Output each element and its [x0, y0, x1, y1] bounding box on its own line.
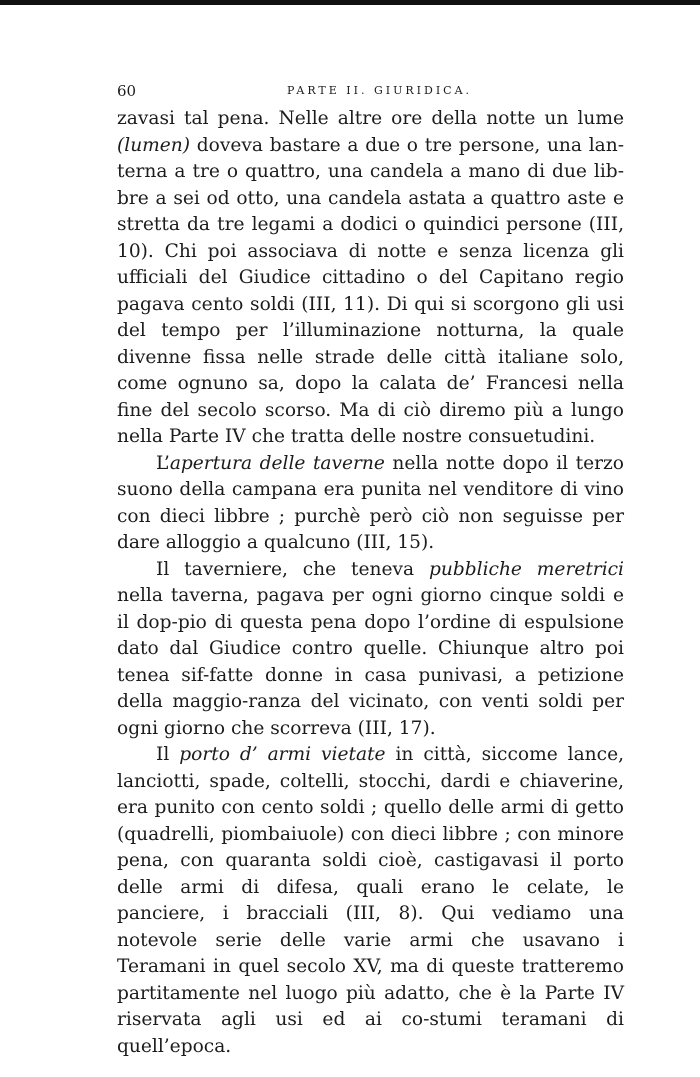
paragraph-weapons	[117, 742, 624, 1060]
paragraph-taverns	[117, 451, 624, 557]
paragraph-taverniere	[117, 557, 624, 743]
italic-term-armi: porto d’ armi vietate	[179, 744, 386, 765]
italic-term-lumen: (lumen)	[117, 134, 191, 156]
paragraph-lighting	[117, 106, 624, 451]
text-segment: nella taverna, pagava per ogni giorno cinque soldi e il dop-pio di questa pena dopo l’ordine di espulsione dato dal Giudice contro quelle. Chiunque altro poi tenea sif-fatte donne in casa punivasi, a petizione della maggio-ranza del vicinato, con venti soldi per ogni giorno che scorreva (III, 17).	[117, 585, 624, 739]
body-text	[117, 106, 624, 1060]
running-head	[117, 78, 624, 104]
italic-term-apertura: apertura delle taverne	[169, 452, 385, 474]
text-segment: in città, siccome lance, lanciotti, spade, coltelli, stocchi, dardi e chiaverine, era punito con cento soldi ; quello delle armi di getto (quadrelli, piombaiuole) con dieci libbre ; con minore pena, con quaranta soldi cioè, castigavasi il porto delle armi di difesa, quali erano le celate, le panciere, i bracciali (III, 8). Qui vediamo una notevole serie delle varie armi che usavano i Teramani in quel secolo XV, ma di queste tratteremo partitamente nel luogo più adatto, che è la Parte IV riservata agli usi ed ai co-stumi teramani di quell’epoca.	[117, 744, 624, 1057]
text-segment: Il taverniere, che teneva	[156, 558, 429, 580]
text-segment: doveva bastare a due o tre persone, una lan-terna a tre o quattro, una candela a mano di due lib-bre a sei od otto, una candela astata a quattro aste e stretta da tre legami a dodici o quindici persone (III, 10). Chi poi associava di notte e senza licenza gli ufficiali del Giudice cittadino o del Capitano regio pagava cento soldi (III, 11). Di qui si scorgono gli usi del tempo per l’illuminazione notturna, la quale divenne fissa nelle strade delle città italiane solo, come ognuno sa, dopo la calata de’ Francesi nella fine del secolo scorso. Ma di ciò diremo più a lungo nella Parte IV che tratta delle nostre consuetudini.	[117, 134, 624, 447]
text-segment: L’	[156, 452, 170, 474]
text-segment: zavasi tal pena. Nelle altre ore della notte un lume	[117, 108, 624, 129]
page-number: 60	[117, 82, 137, 100]
text-segment: nella notte dopo il terzo suono della campana era punita nel venditore di vino con dieci libbre ; purchè però ciò non seguisse per dare alloggio a qualcuno (III, 15).	[117, 452, 624, 553]
italic-term-meretrici: pubbliche meretrici	[428, 558, 624, 580]
text-segment: Il	[156, 744, 180, 765]
running-title: PARTE II. GIURIDICA.	[287, 84, 473, 97]
book-page	[117, 78, 624, 1060]
top-border-rule	[0, 0, 700, 5]
